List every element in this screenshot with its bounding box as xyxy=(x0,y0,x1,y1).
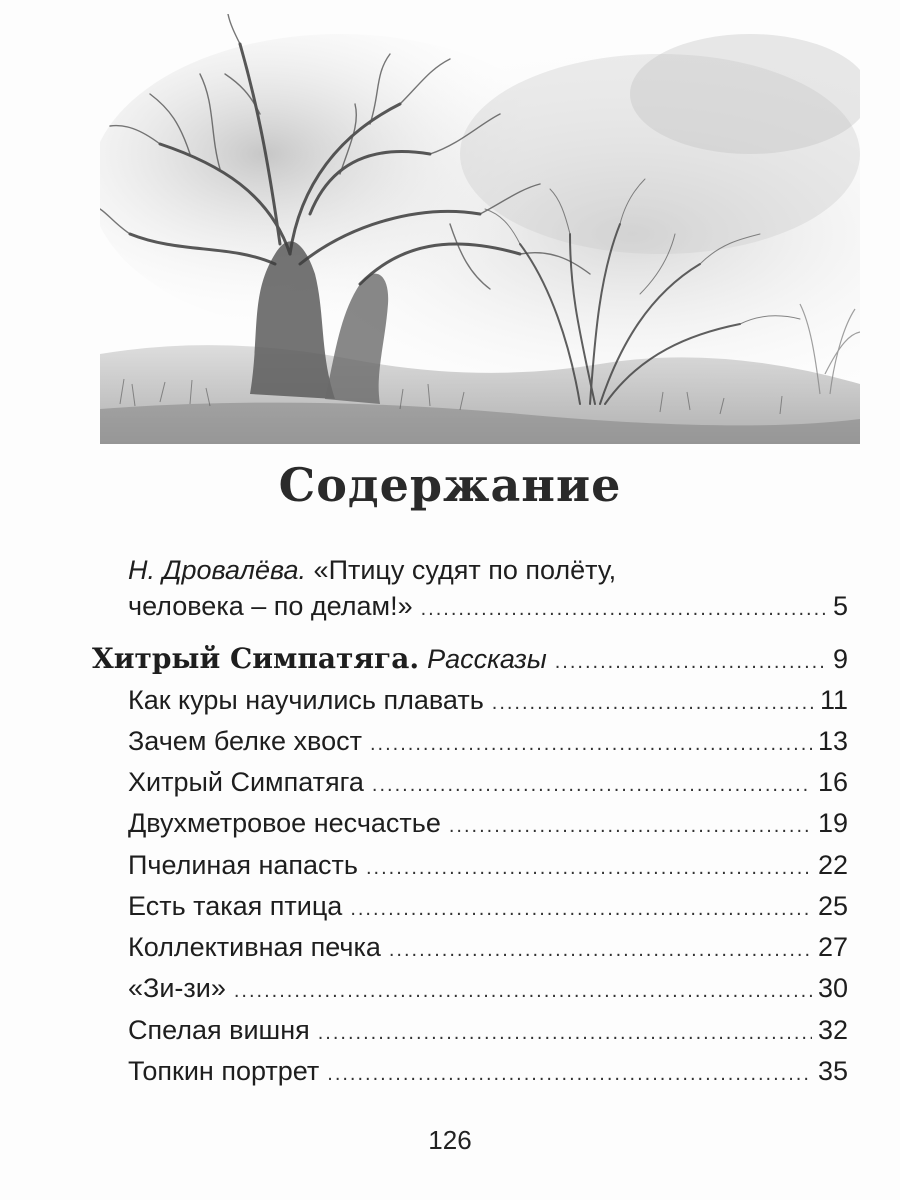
toc-item-page: 13 xyxy=(817,726,848,756)
intro-title-line1: «Птицу судят по полёту, xyxy=(313,555,617,585)
toc-item[interactable] xyxy=(128,765,848,802)
page-number: 126 xyxy=(428,1125,472,1155)
toc-item[interactable] xyxy=(128,889,848,926)
toc-item-title: Пчелиная напасть xyxy=(128,850,358,880)
dot-leader xyxy=(421,592,827,626)
toc-item-title: Спелая вишня xyxy=(128,1015,310,1045)
toc-item[interactable] xyxy=(128,1054,848,1091)
toc-item-title: Хитрый Симпатяга xyxy=(128,767,364,797)
toc-item[interactable] xyxy=(128,1013,848,1050)
toc-item-title: Есть такая птица xyxy=(128,891,343,921)
dot-leader xyxy=(492,686,814,720)
toc-item-title: Как куры научились плавать xyxy=(128,685,484,715)
toc-item-title: Топкин портрет xyxy=(128,1056,320,1086)
toc-item[interactable] xyxy=(128,930,848,967)
intro-author: Н. Дровалёва. xyxy=(128,555,307,585)
toc-item-page: 25 xyxy=(817,891,848,921)
dot-leader xyxy=(234,974,812,1008)
toc-item-title: Двухметровое несчастье xyxy=(128,808,441,838)
toc-intro-line1 xyxy=(128,553,616,587)
toc-item-page: 16 xyxy=(817,767,848,797)
toc-item-title: Коллективная печка xyxy=(128,932,381,962)
dot-leader xyxy=(318,1016,812,1050)
toc-item[interactable] xyxy=(128,806,848,843)
toc-item-page: 32 xyxy=(817,1015,848,1045)
dot-leader xyxy=(449,809,812,843)
toc-item-page: 30 xyxy=(817,973,848,1003)
dot-leader xyxy=(370,727,812,761)
toc-item-page: 27 xyxy=(817,932,848,962)
dot-leader xyxy=(555,645,827,679)
toc-item-page: 11 xyxy=(819,685,848,715)
toc-item-title: «Зи-зи» xyxy=(128,973,226,1003)
section-title: Хитрый Симпатяга. xyxy=(92,642,420,675)
dot-leader xyxy=(389,933,812,967)
intro-page-number: 5 xyxy=(832,591,848,621)
dot-leader xyxy=(350,892,812,926)
toc-item[interactable] xyxy=(128,683,848,720)
section-page-number: 9 xyxy=(832,644,848,674)
toc-item[interactable] xyxy=(128,971,848,1008)
intro-title-line2: человека – по делам!» xyxy=(128,591,413,621)
dot-leader xyxy=(366,851,812,885)
toc-item-page: 35 xyxy=(817,1056,848,1086)
toc-item-page: 19 xyxy=(817,808,848,838)
toc-intro-entry[interactable] xyxy=(128,589,848,626)
toc-section-entry[interactable] xyxy=(92,642,848,679)
toc-item-page: 22 xyxy=(817,850,848,880)
toc-item[interactable] xyxy=(128,848,848,885)
dot-leader xyxy=(372,768,812,802)
section-subtitle: Рассказы xyxy=(427,644,547,674)
dot-leader xyxy=(327,1057,812,1091)
toc-item[interactable] xyxy=(128,724,848,761)
toc-item-title: Зачем белке хвост xyxy=(128,726,362,756)
toc-title: Содержание xyxy=(278,458,622,512)
